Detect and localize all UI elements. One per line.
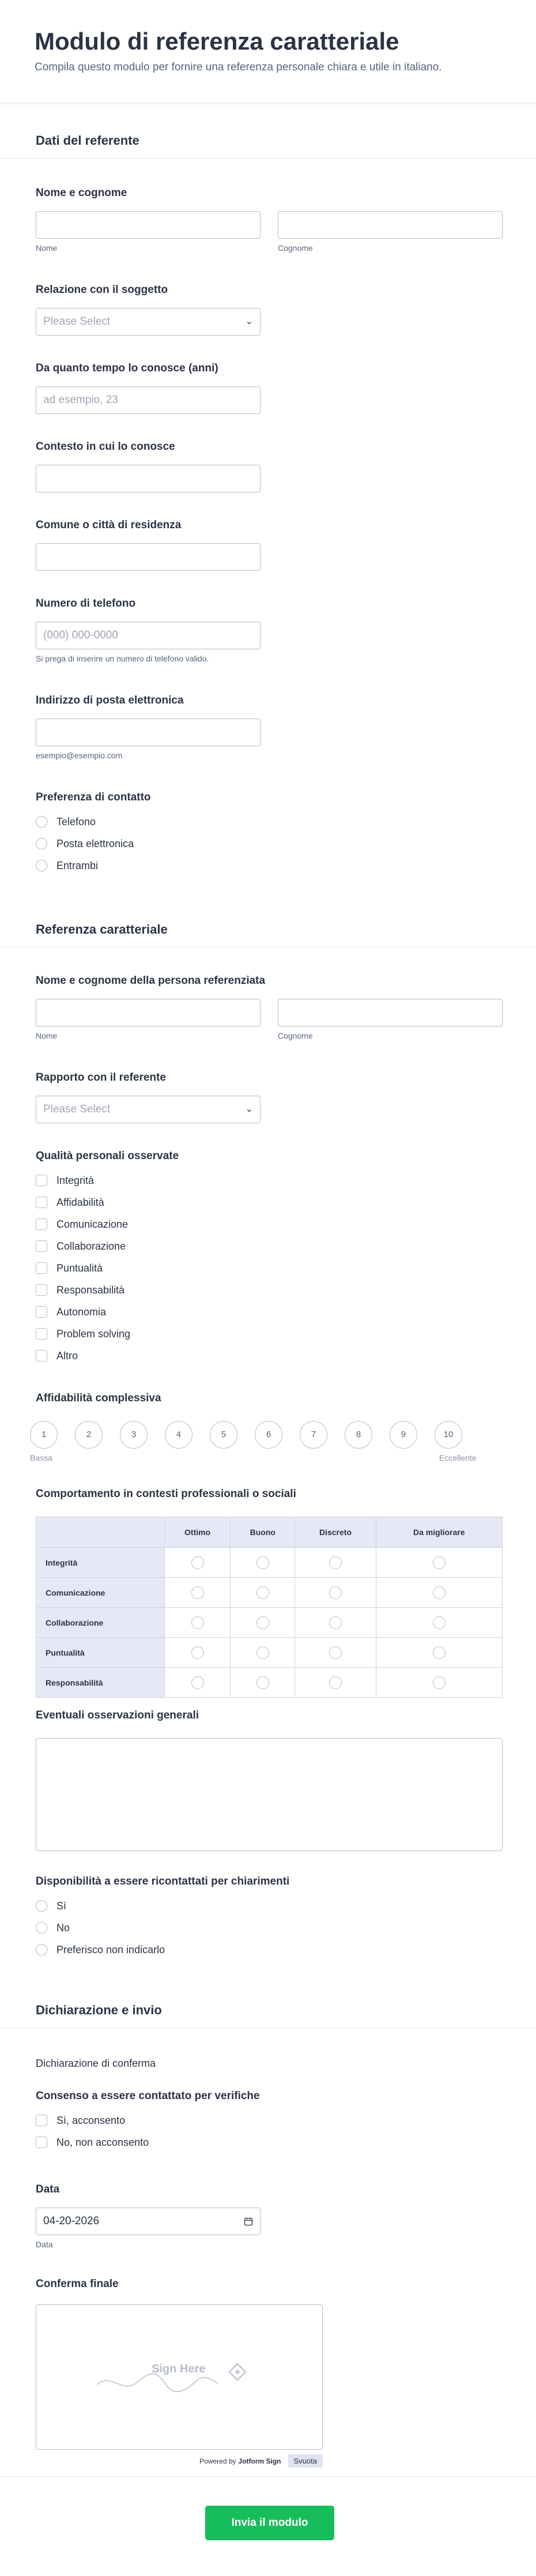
behavior-field	[36, 1488, 503, 1698]
scale-option[interactable]: 9	[390, 1421, 417, 1449]
field-label: Conferma finale	[36, 2278, 119, 2290]
matrix-radio[interactable]	[191, 1586, 204, 1599]
field-label: Comportamento in contesti professionali o sociali	[36, 1488, 296, 1500]
matrix-radio[interactable]	[191, 1556, 204, 1569]
scale-option[interactable]: 6	[255, 1421, 282, 1449]
option-label: Telefono	[56, 815, 96, 828]
scale-high-label: Eccellente	[439, 1453, 477, 1462]
city-input[interactable]	[36, 543, 261, 571]
field-label: Eventuali osservazioni generali	[36, 1709, 199, 1721]
scale-option[interactable]: 7	[300, 1421, 327, 1449]
field-label: Data	[36, 2183, 60, 2195]
form-title: Modulo di referenza caratteriale	[35, 28, 399, 55]
field-sublabel: Data	[36, 2240, 53, 2249]
scale-option[interactable]: 10	[435, 1421, 462, 1449]
matrix-radio[interactable]	[191, 1676, 204, 1689]
checkbox-option[interactable]	[36, 1279, 179, 1301]
checkbox-option[interactable]	[36, 1345, 179, 1367]
radio-option[interactable]	[36, 833, 151, 855]
field-label: Nome e cognome della persona referenziata	[36, 975, 266, 987]
section-title: Referenza caratteriale	[0, 912, 536, 947]
checkbox-option[interactable]	[36, 1235, 179, 1257]
matrix-radio[interactable]	[329, 1676, 342, 1689]
radio-circle[interactable]	[36, 860, 47, 871]
option-label: Affidabilità	[56, 1196, 104, 1208]
radio-circle[interactable]	[36, 1944, 47, 1955]
option-label: Autonomia	[56, 1306, 107, 1318]
matrix-row	[36, 1578, 503, 1608]
option-label: Comunicazione	[56, 1218, 129, 1230]
matrix-corner	[36, 1517, 165, 1548]
matrix-radio[interactable]	[433, 1646, 446, 1659]
chevron-down-icon: ⌄	[245, 317, 253, 326]
years-field	[36, 362, 261, 414]
checkbox[interactable]	[36, 1197, 47, 1208]
scale-option[interactable]: 8	[345, 1421, 372, 1449]
matrix-row-header: Collaborazione	[36, 1608, 165, 1638]
field-label: Contesto in cui lo conosce	[36, 441, 175, 453]
checkbox[interactable]	[36, 2115, 47, 2126]
matrix-table	[36, 1517, 503, 1698]
calendar-icon[interactable]	[244, 2217, 253, 2226]
field-label: Relazione con il soggetto	[36, 284, 168, 296]
field-sublabel: Nome	[36, 243, 58, 253]
field-label: Indirizzo di posta elettronica	[36, 694, 184, 706]
checkbox[interactable]	[36, 1306, 47, 1318]
field-label: Qualità personali osservate	[36, 1150, 179, 1162]
scale-option[interactable]: 5	[210, 1421, 237, 1449]
clear-signature-button[interactable]: Svuota	[288, 2454, 323, 2468]
checkbox-option[interactable]	[36, 2109, 260, 2131]
section-title: Dati del referente	[0, 123, 536, 159]
matrix-radio[interactable]	[256, 1586, 269, 1599]
matrix-row	[36, 1668, 503, 1698]
signature-pad[interactable]	[36, 2304, 323, 2450]
select-placeholder: Please Select	[43, 1103, 111, 1115]
section-reference	[0, 912, 536, 947]
checkbox-option[interactable]	[36, 1191, 179, 1213]
first-name-input[interactable]	[36, 211, 261, 239]
scale-option[interactable]: 4	[165, 1421, 192, 1449]
ref-name-field	[36, 975, 503, 1040]
checkbox[interactable]	[36, 1284, 47, 1296]
checkbox-option[interactable]	[36, 1257, 179, 1279]
submit-button[interactable]: Invia il modulo	[205, 2506, 334, 2540]
context-input[interactable]	[36, 465, 261, 492]
signature-field	[36, 2278, 323, 2468]
observations-field	[36, 1709, 503, 1851]
submit-area	[0, 2476, 536, 2576]
matrix-radio[interactable]	[329, 1586, 342, 1599]
field-sublabel: Nome	[36, 1031, 58, 1040]
years-input[interactable]: ad esempio, 23	[36, 386, 261, 414]
ref-first-name-input[interactable]	[36, 999, 261, 1026]
matrix-radio[interactable]	[256, 1676, 269, 1689]
date-value: 04-20-2026	[43, 2215, 100, 2227]
phone-field	[36, 597, 261, 663]
scale-option[interactable]: 3	[120, 1421, 148, 1449]
context-field	[36, 441, 261, 492]
matrix-radio[interactable]	[256, 1646, 269, 1659]
checkbox[interactable]	[36, 1350, 47, 1362]
rapport-select[interactable]	[36, 1096, 261, 1123]
option-label: Altro	[56, 1349, 78, 1362]
matrix-column-header: Da migliorare	[376, 1517, 502, 1548]
availability-field	[36, 1875, 289, 1961]
section-declaration	[0, 1993, 536, 2028]
option-label: Entrambi	[56, 859, 99, 871]
matrix-column-header: Ottimo	[165, 1517, 231, 1548]
radio-option[interactable]	[36, 1895, 289, 1917]
reliability-field	[30, 1392, 503, 1465]
date-input[interactable]	[36, 2208, 261, 2235]
radio-option[interactable]	[36, 1917, 289, 1939]
matrix-radio[interactable]	[433, 1556, 446, 1569]
checkbox[interactable]	[36, 1175, 47, 1186]
matrix-radio[interactable]	[256, 1616, 269, 1629]
phone-input[interactable]: (000) 000-0000	[36, 622, 261, 649]
form-subtitle: Compila questo modulo per fornire una referenza personale chiara e utile in italiano.	[35, 61, 442, 73]
powered-by-brand: Jotform Sign	[238, 2457, 281, 2465]
matrix-row	[36, 1638, 503, 1668]
date-field	[36, 2183, 261, 2249]
matrix-row-header: Comunicazione	[36, 1578, 165, 1608]
field-label: Da quanto tempo lo conosce (anni)	[36, 362, 218, 374]
radio-option[interactable]	[36, 855, 151, 877]
matrix-row-header: Responsabilità	[36, 1668, 165, 1698]
matrix-radio[interactable]	[329, 1616, 342, 1629]
matrix-radio[interactable]	[433, 1616, 446, 1629]
relation-select[interactable]	[36, 308, 261, 336]
checkbox-option[interactable]	[36, 1301, 179, 1323]
checkbox-option[interactable]	[36, 1169, 179, 1191]
qualities-field	[36, 1150, 179, 1367]
field-label: Numero di telefono	[36, 597, 136, 610]
matrix-radio[interactable]	[329, 1556, 342, 1569]
observations-textarea[interactable]	[36, 1738, 503, 1851]
field-label: Comune o città di residenza	[36, 519, 182, 531]
rapport-field	[36, 1071, 261, 1123]
referee-name-field	[36, 187, 503, 253]
form-header	[0, 0, 536, 103]
field-sublabel: Cognome	[278, 1031, 313, 1040]
matrix-row	[36, 1608, 503, 1638]
checkbox[interactable]	[36, 1328, 47, 1340]
checkbox[interactable]	[36, 1240, 47, 1252]
scale-low-label: Bassa	[30, 1453, 52, 1462]
field-label: Consenso a essere contattato per verifiche	[36, 2090, 260, 2102]
matrix-radio[interactable]	[433, 1676, 446, 1689]
checkbox-option[interactable]	[36, 2131, 260, 2153]
option-label: Responsabilità	[56, 1284, 125, 1296]
field-sublabel: esempio@esempio.com	[36, 751, 123, 760]
scale-option[interactable]: 1	[30, 1421, 58, 1449]
checkbox[interactable]	[36, 2137, 47, 2148]
option-label: Puntualità	[56, 1262, 103, 1274]
matrix-radio[interactable]	[191, 1616, 204, 1629]
section-referee	[0, 123, 536, 159]
checkbox-option[interactable]	[36, 1213, 179, 1235]
city-field	[36, 519, 261, 571]
declaration-text: Dichiarazione di conferma	[36, 2058, 156, 2069]
field-label: Disponibilità a essere ricontattati per chiarimenti	[36, 1875, 290, 1887]
signature-placeholder-text: Sign Here	[152, 2363, 206, 2375]
radio-circle[interactable]	[36, 1922, 47, 1934]
section-title: Dichiarazione e invio	[0, 1993, 536, 2028]
option-label: No	[56, 1921, 70, 1934]
option-label: Collaborazione	[56, 1240, 126, 1252]
radio-circle[interactable]	[36, 1900, 47, 1912]
matrix-radio[interactable]	[433, 1586, 446, 1599]
email-input[interactable]	[36, 719, 261, 746]
ref-last-name-input[interactable]	[278, 999, 503, 1026]
matrix-column-header: Discreto	[295, 1517, 376, 1548]
field-label: Preferenza di contatto	[36, 791, 151, 803]
option-label: Sì, acconsento	[56, 2114, 126, 2126]
checkbox-option[interactable]	[36, 1323, 179, 1345]
field-label: Nome e cognome	[36, 187, 127, 199]
option-label: Problem solving	[56, 1328, 131, 1340]
select-placeholder: Please Select	[43, 315, 111, 328]
matrix-row-header: Puntualità	[36, 1638, 165, 1668]
powered-by-prefix: Powered by	[199, 2457, 236, 2465]
scale-option[interactable]: 2	[75, 1421, 103, 1449]
matrix-radio[interactable]	[329, 1646, 342, 1659]
radio-option[interactable]	[36, 1939, 289, 1961]
consent-field	[36, 2090, 260, 2153]
last-name-input[interactable]	[278, 211, 503, 239]
matrix-radio[interactable]	[191, 1646, 204, 1659]
field-sublabel: Si prega di inserire un numero di telefono valido.	[36, 654, 209, 663]
option-label: Integrità	[56, 1174, 95, 1186]
option-label: Posta elettronica	[56, 837, 134, 849]
field-label: Rapporto con il referente	[36, 1071, 166, 1084]
relation-field	[36, 284, 261, 336]
matrix-column-header: Buono	[231, 1517, 295, 1548]
chevron-down-icon: ⌄	[245, 1104, 253, 1114]
radio-circle[interactable]	[36, 838, 47, 849]
contact-pref-field	[36, 791, 151, 877]
checkbox[interactable]	[36, 1262, 47, 1274]
email-field	[36, 694, 261, 760]
option-label: No, non acconsento	[56, 2136, 149, 2148]
matrix-row	[36, 1548, 503, 1578]
radio-option[interactable]	[36, 811, 151, 833]
option-label: Preferisco non indicarlo	[56, 1943, 165, 1955]
field-label: Affidabilità complessiva	[36, 1392, 161, 1404]
radio-circle[interactable]	[36, 816, 47, 828]
matrix-row-header: Integrità	[36, 1548, 165, 1578]
matrix-radio[interactable]	[256, 1556, 269, 1569]
checkbox[interactable]	[36, 1219, 47, 1230]
field-sublabel: Cognome	[278, 243, 313, 253]
rating-scale	[30, 1421, 503, 1449]
option-label: Sì	[56, 1900, 67, 1912]
